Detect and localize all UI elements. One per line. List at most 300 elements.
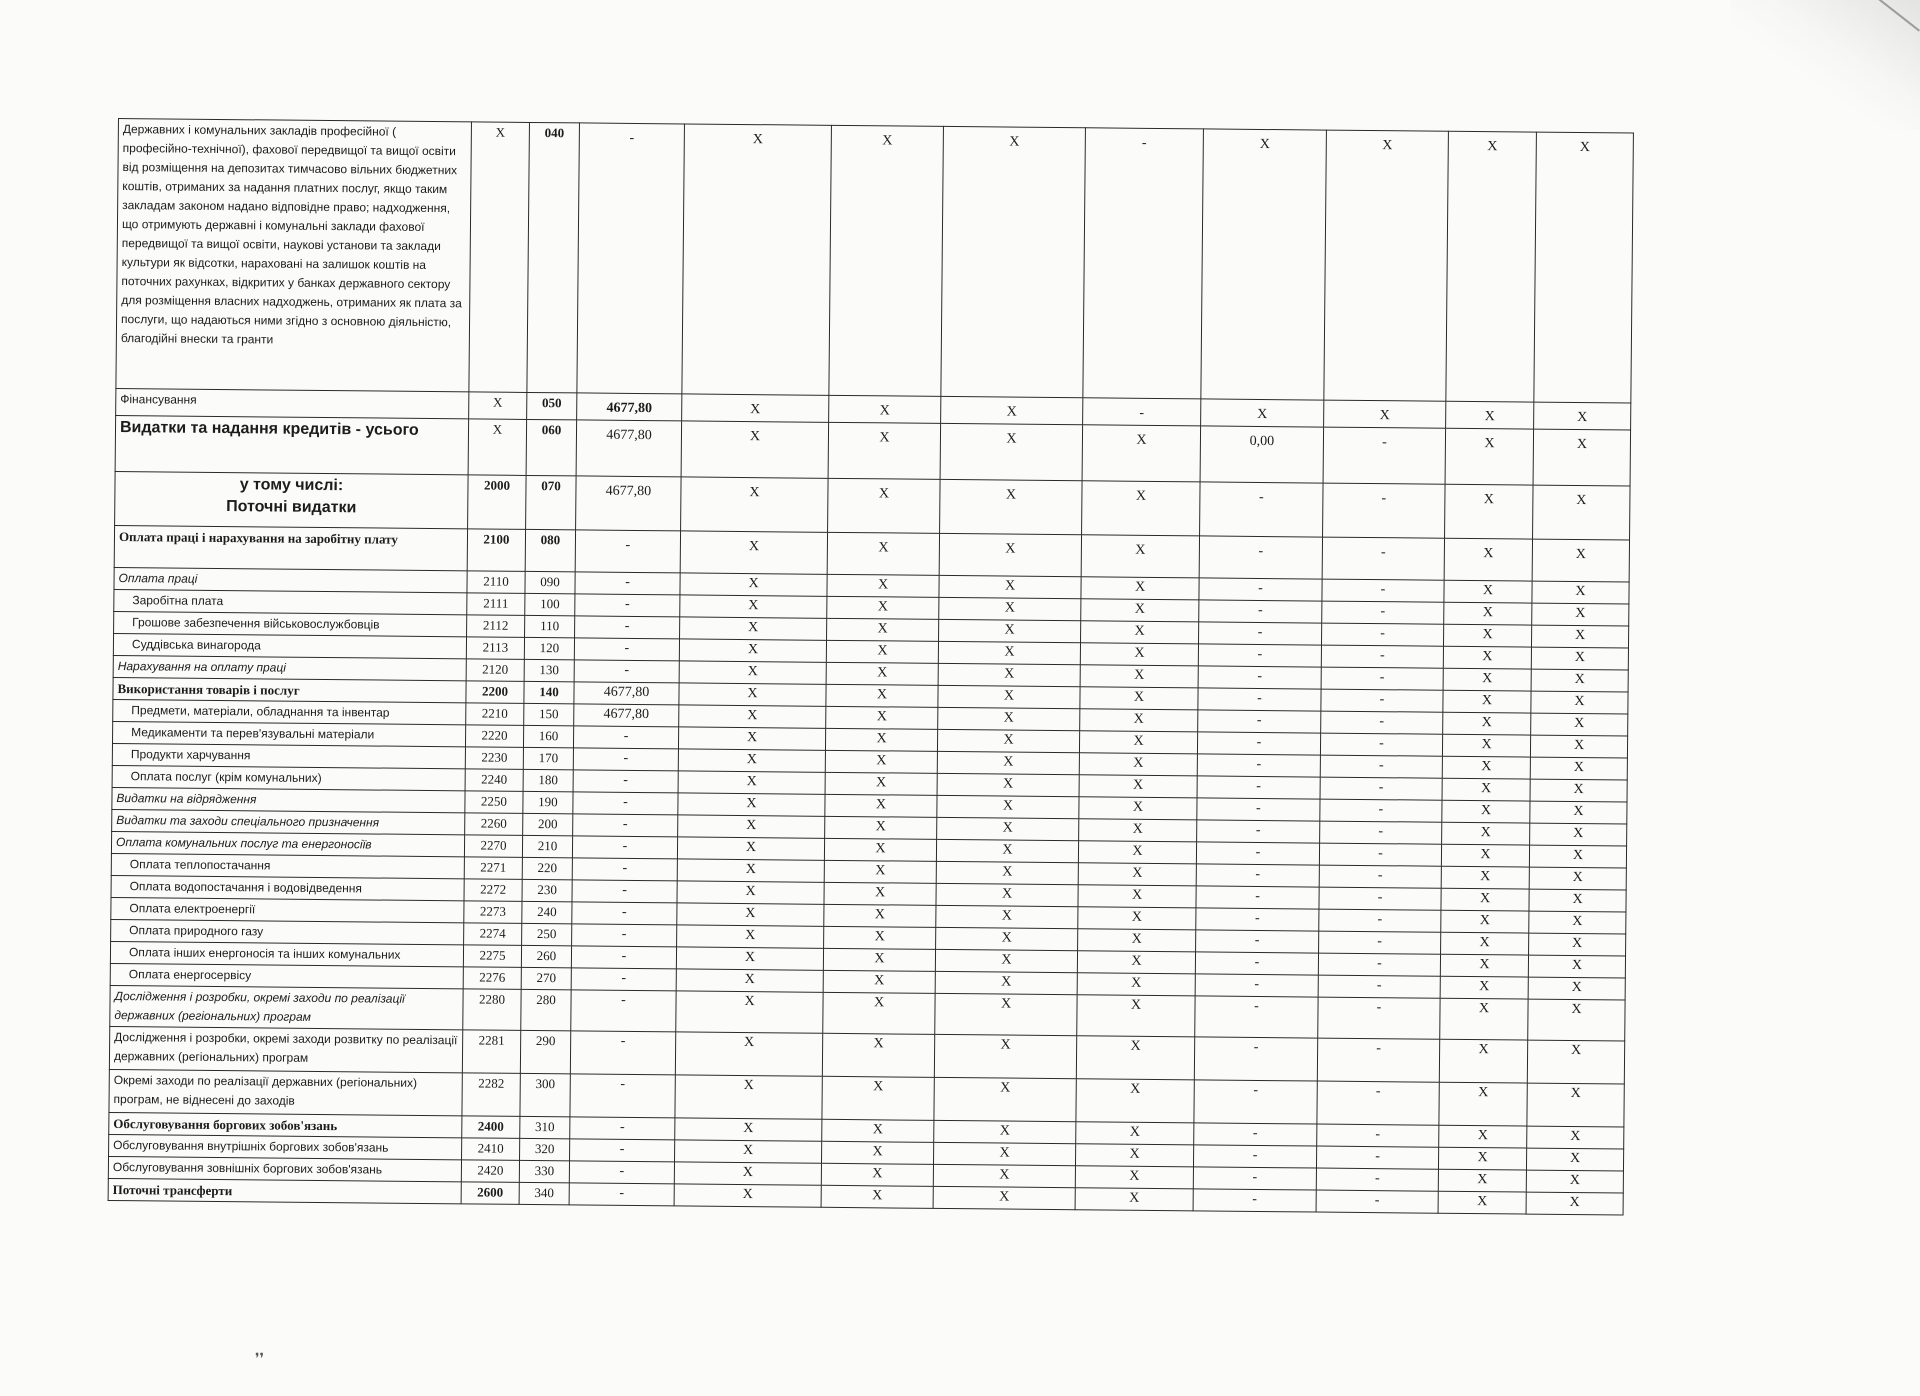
value-cell: X bbox=[825, 728, 937, 751]
value-cell: - bbox=[572, 858, 677, 881]
value-cell: X bbox=[678, 749, 825, 772]
value-cell: - bbox=[573, 726, 678, 749]
value-cell: X bbox=[1438, 1147, 1526, 1170]
value-cell: - bbox=[571, 990, 676, 1032]
value-cell: X bbox=[680, 573, 827, 596]
economic-code-cell: 2273 bbox=[464, 901, 522, 924]
value-cell: X bbox=[941, 396, 1083, 424]
value-cell: - bbox=[1320, 799, 1442, 822]
row-name: Обслуговування внутрішніх боргових зобов'язань bbox=[113, 1138, 389, 1155]
value-cell: X bbox=[678, 815, 825, 838]
scan-specks: ❜❜ bbox=[255, 1352, 265, 1367]
value-cell: X bbox=[938, 663, 1080, 686]
line-code-cell: 240 bbox=[522, 901, 572, 923]
value-cell: - bbox=[1197, 732, 1320, 755]
value-cell: X bbox=[939, 597, 1081, 620]
value-cell: - bbox=[1197, 798, 1320, 821]
economic-code-cell: 2200 bbox=[466, 681, 524, 704]
value-cell: X bbox=[936, 905, 1078, 928]
line-code-cell: 110 bbox=[525, 615, 575, 637]
value-cell: X bbox=[680, 617, 827, 640]
value-cell: X bbox=[1080, 665, 1198, 688]
line-code-cell: 230 bbox=[522, 879, 572, 901]
value-cell: X bbox=[1201, 129, 1327, 400]
economic-code-cell: 2250 bbox=[465, 791, 523, 814]
value-cell: X bbox=[937, 729, 1079, 752]
value-cell: - bbox=[1199, 622, 1322, 645]
value-cell: - bbox=[1197, 776, 1320, 799]
value-cell: X bbox=[1442, 800, 1530, 823]
row-name-cell bbox=[116, 119, 472, 392]
value-cell: - bbox=[1319, 931, 1441, 954]
value-cell: X bbox=[1528, 955, 1625, 978]
row-name: Оплата природного газу bbox=[129, 923, 264, 939]
value-cell: 4677,80 bbox=[574, 682, 679, 705]
value-cell: - bbox=[575, 616, 680, 639]
value-cell: X bbox=[674, 1184, 821, 1207]
row-name: Видатки та надання кредитів - усього bbox=[119, 419, 419, 439]
value-cell: X bbox=[826, 706, 938, 729]
value-cell: - bbox=[1195, 952, 1318, 975]
value-cell: X bbox=[1077, 973, 1195, 996]
value-cell: X bbox=[826, 640, 938, 663]
value-cell: X bbox=[680, 531, 827, 574]
economic-code-cell: 2270 bbox=[464, 835, 522, 858]
value-cell: X bbox=[940, 479, 1083, 534]
value-cell: X bbox=[1439, 1039, 1527, 1083]
value-cell: X bbox=[1324, 400, 1446, 428]
line-code-cell: 280 bbox=[521, 989, 571, 1030]
value-cell: X bbox=[825, 772, 937, 795]
value-cell: X bbox=[1442, 734, 1530, 757]
value-cell: X bbox=[824, 926, 936, 949]
value-cell: 0,00 bbox=[1200, 426, 1324, 483]
value-cell: - bbox=[1196, 864, 1319, 887]
row-name: Суддівська винагорода bbox=[131, 637, 261, 653]
value-cell: X bbox=[1443, 690, 1531, 713]
value-cell: X bbox=[937, 751, 1079, 774]
row-name: Обслуговування зовнішніх боргових зобов'язань bbox=[112, 1160, 383, 1177]
line-code-cell: 120 bbox=[524, 637, 574, 659]
value-cell: - bbox=[1195, 996, 1318, 1038]
value-cell: X bbox=[935, 949, 1077, 972]
value-cell: X bbox=[1529, 933, 1626, 956]
value-cell: - bbox=[1322, 601, 1444, 624]
value-cell: 4677,80 bbox=[576, 420, 682, 477]
row-name: Використання товарів і послуг bbox=[117, 681, 300, 698]
value-cell: X bbox=[1440, 954, 1528, 977]
value-cell: - bbox=[1197, 754, 1320, 777]
row-name: Оплата праці і нарахування на заробітну плату bbox=[118, 529, 398, 547]
value-cell: X bbox=[1079, 819, 1197, 842]
value-cell: - bbox=[1083, 128, 1204, 399]
value-cell: X bbox=[1440, 976, 1528, 999]
budget-table-body bbox=[108, 119, 1633, 1215]
value-cell: X bbox=[675, 1118, 822, 1141]
value-cell: X bbox=[823, 992, 935, 1034]
value-cell: - bbox=[570, 1031, 675, 1075]
economic-code-cell: 2281 bbox=[462, 1030, 520, 1074]
value-cell: X bbox=[829, 125, 944, 396]
value-cell: X bbox=[678, 793, 825, 816]
value-cell: - bbox=[573, 792, 678, 815]
value-cell: - bbox=[1199, 536, 1322, 579]
row-name: Оплата інших енергоносія та інших комунальних bbox=[128, 945, 401, 962]
value-cell: X bbox=[1079, 775, 1197, 798]
value-cell: X bbox=[1077, 951, 1195, 974]
value-cell: X bbox=[934, 1077, 1076, 1121]
line-code-cell: 150 bbox=[524, 703, 574, 725]
value-cell: - bbox=[1320, 821, 1442, 844]
row-name-cell bbox=[110, 985, 463, 1029]
economic-code-cell: 2276 bbox=[463, 967, 521, 990]
value-cell: X bbox=[681, 421, 829, 478]
economic-code-cell: X bbox=[469, 392, 527, 420]
value-cell: - bbox=[1321, 711, 1443, 734]
line-code-cell: 290 bbox=[520, 1030, 570, 1073]
value-cell: X bbox=[675, 1075, 822, 1119]
value-cell: X bbox=[675, 1140, 822, 1163]
value-cell: X bbox=[933, 1142, 1075, 1165]
economic-code-cell: 2112 bbox=[467, 615, 525, 638]
value-cell: X bbox=[1444, 538, 1532, 581]
value-cell: X bbox=[821, 1163, 933, 1186]
value-cell: X bbox=[1078, 863, 1196, 886]
value-cell: X bbox=[1081, 599, 1199, 622]
value-cell: X bbox=[1527, 1083, 1624, 1127]
value-cell: X bbox=[1439, 1082, 1527, 1126]
value-cell: - bbox=[1321, 689, 1443, 712]
value-cell: - bbox=[1318, 953, 1440, 976]
value-cell: - bbox=[1321, 645, 1443, 668]
value-cell: X bbox=[1076, 1079, 1194, 1123]
value-cell: - bbox=[570, 1139, 675, 1162]
value-cell: - bbox=[571, 968, 676, 991]
value-cell: - bbox=[1318, 975, 1440, 998]
row-name-cell bbox=[115, 471, 469, 528]
value-cell: X bbox=[824, 838, 936, 861]
value-cell: - bbox=[1198, 688, 1321, 711]
value-cell: X bbox=[1532, 603, 1629, 626]
value-cell: X bbox=[1441, 844, 1529, 867]
value-cell: - bbox=[1197, 820, 1320, 843]
value-cell: - bbox=[1318, 997, 1440, 1039]
value-cell: X bbox=[1528, 999, 1625, 1041]
value-cell: X bbox=[676, 947, 823, 970]
value-cell: X bbox=[1078, 885, 1196, 908]
value-cell: X bbox=[824, 860, 936, 883]
value-cell: X bbox=[933, 1186, 1075, 1209]
row-name: Видатки на відрядження bbox=[116, 791, 257, 807]
value-cell: X bbox=[1530, 823, 1627, 846]
line-code-cell: 090 bbox=[525, 571, 575, 593]
value-cell: X bbox=[1438, 1169, 1526, 1192]
row-name: Обслуговування боргових зобов'язань bbox=[113, 1116, 338, 1134]
value-cell: X bbox=[682, 394, 829, 422]
value-cell: X bbox=[939, 619, 1081, 642]
value-cell: X bbox=[679, 705, 826, 728]
value-cell: X bbox=[938, 641, 1080, 664]
value-cell: - bbox=[1199, 600, 1322, 623]
value-cell: - bbox=[1199, 578, 1322, 601]
value-cell: - bbox=[1319, 887, 1441, 910]
line-code-cell: 080 bbox=[525, 529, 575, 571]
value-cell: - bbox=[573, 770, 678, 793]
economic-code-cell: 2600 bbox=[461, 1182, 519, 1205]
value-cell: X bbox=[825, 750, 937, 773]
row-name: у тому числі: bbox=[239, 476, 344, 495]
value-cell: - bbox=[1317, 1124, 1439, 1147]
value-cell: X bbox=[1529, 867, 1626, 890]
row-name-secondary: Поточні видатки bbox=[226, 498, 357, 517]
value-cell: X bbox=[822, 1119, 934, 1142]
value-cell: X bbox=[934, 1034, 1076, 1078]
value-cell: X bbox=[934, 1120, 1076, 1143]
value-cell: X bbox=[677, 837, 824, 860]
line-code-cell: 220 bbox=[522, 857, 572, 879]
value-cell: X bbox=[1081, 577, 1199, 600]
value-cell: - bbox=[1083, 398, 1201, 426]
value-cell: - bbox=[574, 638, 679, 661]
value-cell: X bbox=[1534, 132, 1634, 403]
value-cell: X bbox=[828, 422, 941, 479]
value-cell: - bbox=[1320, 755, 1442, 778]
economic-code-cell: X bbox=[469, 122, 530, 393]
value-cell: X bbox=[823, 948, 935, 971]
value-cell: - bbox=[1194, 1123, 1317, 1146]
value-cell: - bbox=[1323, 483, 1446, 538]
value-cell: X bbox=[1443, 668, 1531, 691]
line-code-cell: 140 bbox=[524, 681, 574, 703]
value-cell: X bbox=[821, 1141, 933, 1164]
line-code-cell: 190 bbox=[523, 791, 573, 813]
row-name: Оплата енергосервісу bbox=[128, 967, 252, 983]
value-cell: X bbox=[1081, 535, 1199, 578]
value-cell: X bbox=[1442, 756, 1530, 779]
row-name: Продукти харчування bbox=[130, 747, 251, 763]
economic-code-cell: 2111 bbox=[467, 593, 525, 616]
value-cell: X bbox=[676, 969, 823, 992]
value-cell: X bbox=[940, 423, 1083, 480]
value-cell: X bbox=[936, 839, 1078, 862]
value-cell: X bbox=[936, 927, 1078, 950]
economic-code-cell: 2120 bbox=[466, 659, 524, 682]
value-cell: X bbox=[827, 532, 939, 575]
line-code-cell: 260 bbox=[521, 945, 571, 967]
value-cell: X bbox=[822, 1033, 934, 1077]
value-cell: X bbox=[1526, 1192, 1623, 1215]
value-cell: X bbox=[1078, 929, 1196, 952]
value-cell: - bbox=[1196, 886, 1319, 909]
value-cell: X bbox=[1075, 1166, 1193, 1189]
value-cell: X bbox=[825, 794, 937, 817]
value-cell: - bbox=[569, 1161, 674, 1184]
line-code-cell: 300 bbox=[520, 1073, 570, 1116]
value-cell: X bbox=[677, 881, 824, 904]
value-cell: X bbox=[1077, 995, 1195, 1037]
value-cell: X bbox=[1531, 625, 1628, 648]
budget-table-container bbox=[108, 118, 1633, 1215]
value-cell: - bbox=[1193, 1145, 1316, 1168]
economic-code-cell: 2271 bbox=[464, 857, 522, 880]
value-cell: X bbox=[936, 883, 1078, 906]
value-cell: X bbox=[677, 925, 824, 948]
value-cell: X bbox=[1443, 712, 1531, 735]
value-cell: X bbox=[1075, 1144, 1193, 1167]
value-cell: X bbox=[1442, 778, 1530, 801]
value-cell: - bbox=[1319, 843, 1441, 866]
row-name-cell bbox=[114, 525, 467, 570]
economic-code-cell: 2275 bbox=[463, 945, 521, 968]
value-cell: X bbox=[1080, 709, 1198, 732]
value-cell: X bbox=[933, 1164, 1075, 1187]
value-cell: X bbox=[681, 477, 829, 532]
value-cell: - bbox=[1317, 1081, 1439, 1125]
value-cell: X bbox=[829, 395, 941, 423]
value-cell: - bbox=[570, 1074, 675, 1118]
value-cell: - bbox=[573, 814, 678, 837]
value-cell: X bbox=[1533, 485, 1631, 540]
value-cell: X bbox=[1440, 998, 1528, 1040]
economic-code-cell: 2274 bbox=[464, 923, 522, 946]
value-cell: X bbox=[1532, 539, 1629, 582]
value-cell: - bbox=[572, 836, 677, 859]
line-code-cell: 100 bbox=[525, 593, 575, 615]
value-cell: X bbox=[1079, 797, 1197, 820]
value-cell: X bbox=[677, 903, 824, 926]
value-cell: X bbox=[675, 1032, 822, 1076]
value-cell: X bbox=[826, 662, 938, 685]
value-cell: X bbox=[678, 727, 825, 750]
value-cell: X bbox=[1445, 484, 1534, 539]
value-cell: X bbox=[676, 991, 823, 1033]
value-cell: - bbox=[571, 946, 676, 969]
value-cell: X bbox=[1076, 1036, 1194, 1080]
economic-code-cell: 2110 bbox=[467, 571, 525, 594]
row-name: Поточні трансферти bbox=[112, 1181, 233, 1199]
economic-code-cell: 2280 bbox=[463, 989, 521, 1031]
value-cell: X bbox=[1534, 402, 1631, 430]
value-cell: X bbox=[682, 124, 832, 395]
economic-code-cell: 2240 bbox=[465, 769, 523, 792]
economic-code-cell: 2272 bbox=[464, 879, 522, 902]
value-cell: X bbox=[1201, 399, 1324, 427]
value-cell: X bbox=[937, 773, 1079, 796]
value-cell: X bbox=[1082, 481, 1201, 536]
value-cell: X bbox=[1082, 425, 1201, 482]
value-cell: X bbox=[1446, 401, 1534, 429]
value-cell: - bbox=[577, 123, 685, 394]
value-cell: X bbox=[1441, 888, 1529, 911]
budget-table bbox=[108, 118, 1634, 1216]
line-code-cell: 170 bbox=[523, 747, 573, 769]
value-cell: X bbox=[1445, 428, 1534, 485]
value-cell: X bbox=[1080, 687, 1198, 710]
economic-code-cell: 2410 bbox=[462, 1138, 520, 1161]
value-cell: X bbox=[936, 861, 1078, 884]
value-cell: 4677,80 bbox=[576, 476, 682, 531]
economic-code-cell: 2420 bbox=[461, 1160, 519, 1183]
row-name: Оплата послуг (крім комунальних) bbox=[130, 769, 322, 785]
row-name-cell bbox=[108, 1178, 461, 1203]
value-cell: 4677,80 bbox=[577, 393, 682, 421]
row-name-cell bbox=[109, 1069, 462, 1115]
value-cell: - bbox=[1196, 842, 1319, 865]
value-cell: X bbox=[935, 993, 1077, 1035]
value-cell: X bbox=[1439, 1125, 1527, 1148]
folded-corner bbox=[1730, 0, 1920, 130]
value-cell: - bbox=[1322, 537, 1444, 580]
value-cell: - bbox=[1316, 1146, 1438, 1169]
value-cell: X bbox=[1530, 779, 1627, 802]
value-cell: X bbox=[826, 684, 938, 707]
line-code-cell: 270 bbox=[521, 967, 571, 989]
row-name: Предмети, матеріали, обладнання та інвентар bbox=[131, 703, 390, 720]
value-cell: X bbox=[1529, 845, 1626, 868]
value-cell: - bbox=[1194, 1037, 1317, 1081]
line-code-cell: 060 bbox=[526, 419, 577, 475]
value-cell: - bbox=[1193, 1189, 1316, 1212]
row-name: Оплата комунальних послуг та енергоносіїв bbox=[115, 835, 372, 852]
value-cell: X bbox=[1531, 691, 1628, 714]
value-cell: X bbox=[1076, 1122, 1194, 1145]
value-cell: X bbox=[937, 795, 1079, 818]
economic-code-cell: X bbox=[468, 419, 527, 476]
value-cell: X bbox=[1443, 646, 1531, 669]
value-cell: - bbox=[1317, 1038, 1439, 1082]
value-cell: - bbox=[1320, 777, 1442, 800]
value-cell: - bbox=[575, 572, 680, 595]
value-cell: X bbox=[1444, 602, 1532, 625]
row-name: Державних і комунальних закладів професійної ( професійно-технічної), фахової передвищої та вищої освіти від розміщення на депозитах тимчасово вільних бюджетних коштів, отриманих за надання платних послуг, якщо таким закладам законом надано відповідне право; надходження, що отримують державні і комунальні заклади фахової передвищої та вищої освіти, наукові установи та заклади культури як відсотки, нараховані на залишок коштів на поточних рахунках, відкритих у банках державного сектору для розміщення власних надходжень, отриманих як плата за послуги, що надаються ними згідно з основною діяльністю, благодійні внески та гранти bbox=[120, 122, 462, 347]
row-name-cell bbox=[115, 415, 469, 474]
line-code-cell: 050 bbox=[527, 392, 577, 419]
value-cell: X bbox=[1442, 822, 1530, 845]
value-cell: - bbox=[1316, 1168, 1438, 1191]
value-cell: X bbox=[1527, 1126, 1624, 1149]
row-name-cell bbox=[109, 1026, 462, 1072]
value-cell: - bbox=[572, 924, 677, 947]
value-cell: X bbox=[827, 574, 939, 597]
table-row bbox=[116, 119, 1634, 404]
row-name: Нарахування на оплату праці bbox=[117, 659, 286, 675]
value-cell: X bbox=[1078, 907, 1196, 930]
value-cell: X bbox=[1528, 977, 1625, 1000]
economic-code-cell: 2260 bbox=[465, 813, 523, 836]
economic-code-cell: 2400 bbox=[462, 1116, 520, 1139]
value-cell: 4677,80 bbox=[574, 704, 679, 727]
economic-code-cell: 2000 bbox=[468, 475, 527, 530]
value-cell: - bbox=[1195, 974, 1318, 997]
row-name: Дослідження і розробки, окремі заходи по реалізації державних (регіональних) програм bbox=[114, 989, 405, 1024]
value-cell: X bbox=[935, 971, 1077, 994]
row-name: Окремі заходи по реалізації державних (регіональних) програм, не віднесені до заходів bbox=[113, 1073, 418, 1108]
value-cell: X bbox=[679, 683, 826, 706]
value-cell: X bbox=[1443, 624, 1531, 647]
value-cell: - bbox=[575, 594, 680, 617]
value-cell: - bbox=[1320, 733, 1442, 756]
line-code-cell: 160 bbox=[523, 725, 573, 747]
economic-code-cell: 2230 bbox=[465, 747, 523, 770]
economic-code-cell: 2113 bbox=[466, 637, 524, 660]
value-cell: X bbox=[827, 618, 939, 641]
economic-code-cell: 2100 bbox=[467, 529, 525, 572]
value-cell: X bbox=[1532, 581, 1629, 604]
value-cell: X bbox=[821, 1185, 933, 1208]
row-name: Оплата праці bbox=[118, 571, 198, 586]
value-cell: - bbox=[1322, 579, 1444, 602]
value-cell: - bbox=[1198, 644, 1321, 667]
